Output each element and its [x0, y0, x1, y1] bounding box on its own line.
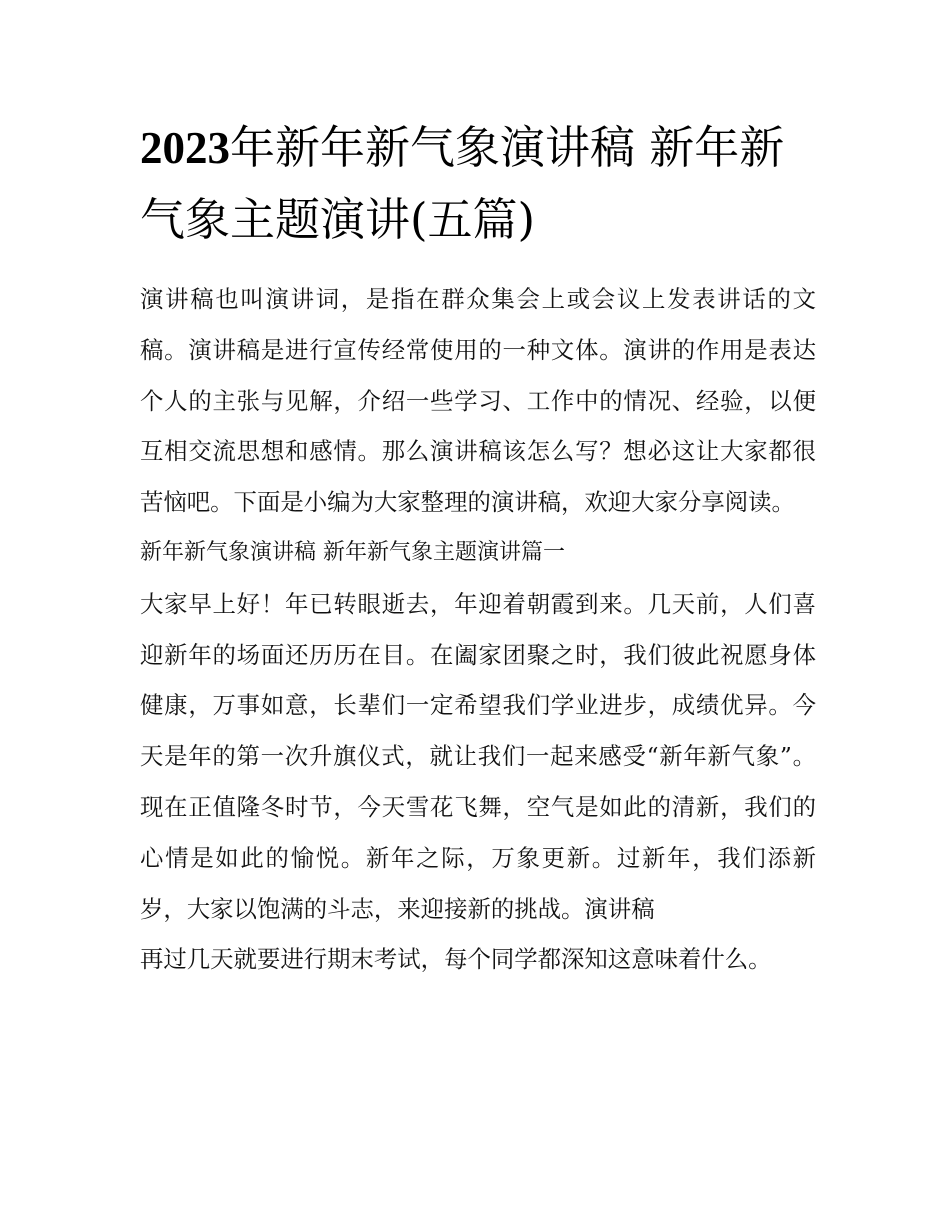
section-heading: 新年新气象演讲稿 新年新气象主题演讲篇一 [140, 539, 565, 565]
document-body [140, 274, 816, 985]
title-year: 2023 [140, 123, 230, 173]
intro-paragraph: 演讲稿也叫演讲词，是指在群众集会上或会议上发表讲话的文稿。演讲稿是进行宣传经常使用的一种文体。演讲的作用是表达个人的主张与见解，介绍一些学习、工作中的情况、经验，以便互相交流思想和感情。那么演讲稿该怎么写？想必这让大家都很苦恼吧。下面是小编为大家整理的演讲稿，欢迎大家分享阅读。 [140, 285, 816, 517]
title-text: 年新年新气象演讲稿 新年新气象主题演讲(五篇) [140, 121, 785, 246]
document-title [140, 112, 820, 256]
speech-paragraph-1: 大家早上好！年已转眼逝去，年迎着朝霞到来。几天前，人们喜迎新年的场面还历历在目。在阖家团聚之时，我们彼此祝愿身体健康，万事如意，长辈们一定希望我们学业进步，成绩优异。今天是年的第一次升旗仪式，就让我们一起来感受“新年新气象”。现在正值隆冬时节，今天雪花飞舞，空气是如此的清新，我们的心情是如此的愉悦。新年之际，万象更新。过新年，我们添新岁，大家以饱满的斗志，来迎接新的挑战。演讲稿 [140, 589, 816, 923]
speech-paragraph-2: 再过几天就要进行期末考试，每个同学都深知这意味着什么。 [140, 945, 772, 974]
